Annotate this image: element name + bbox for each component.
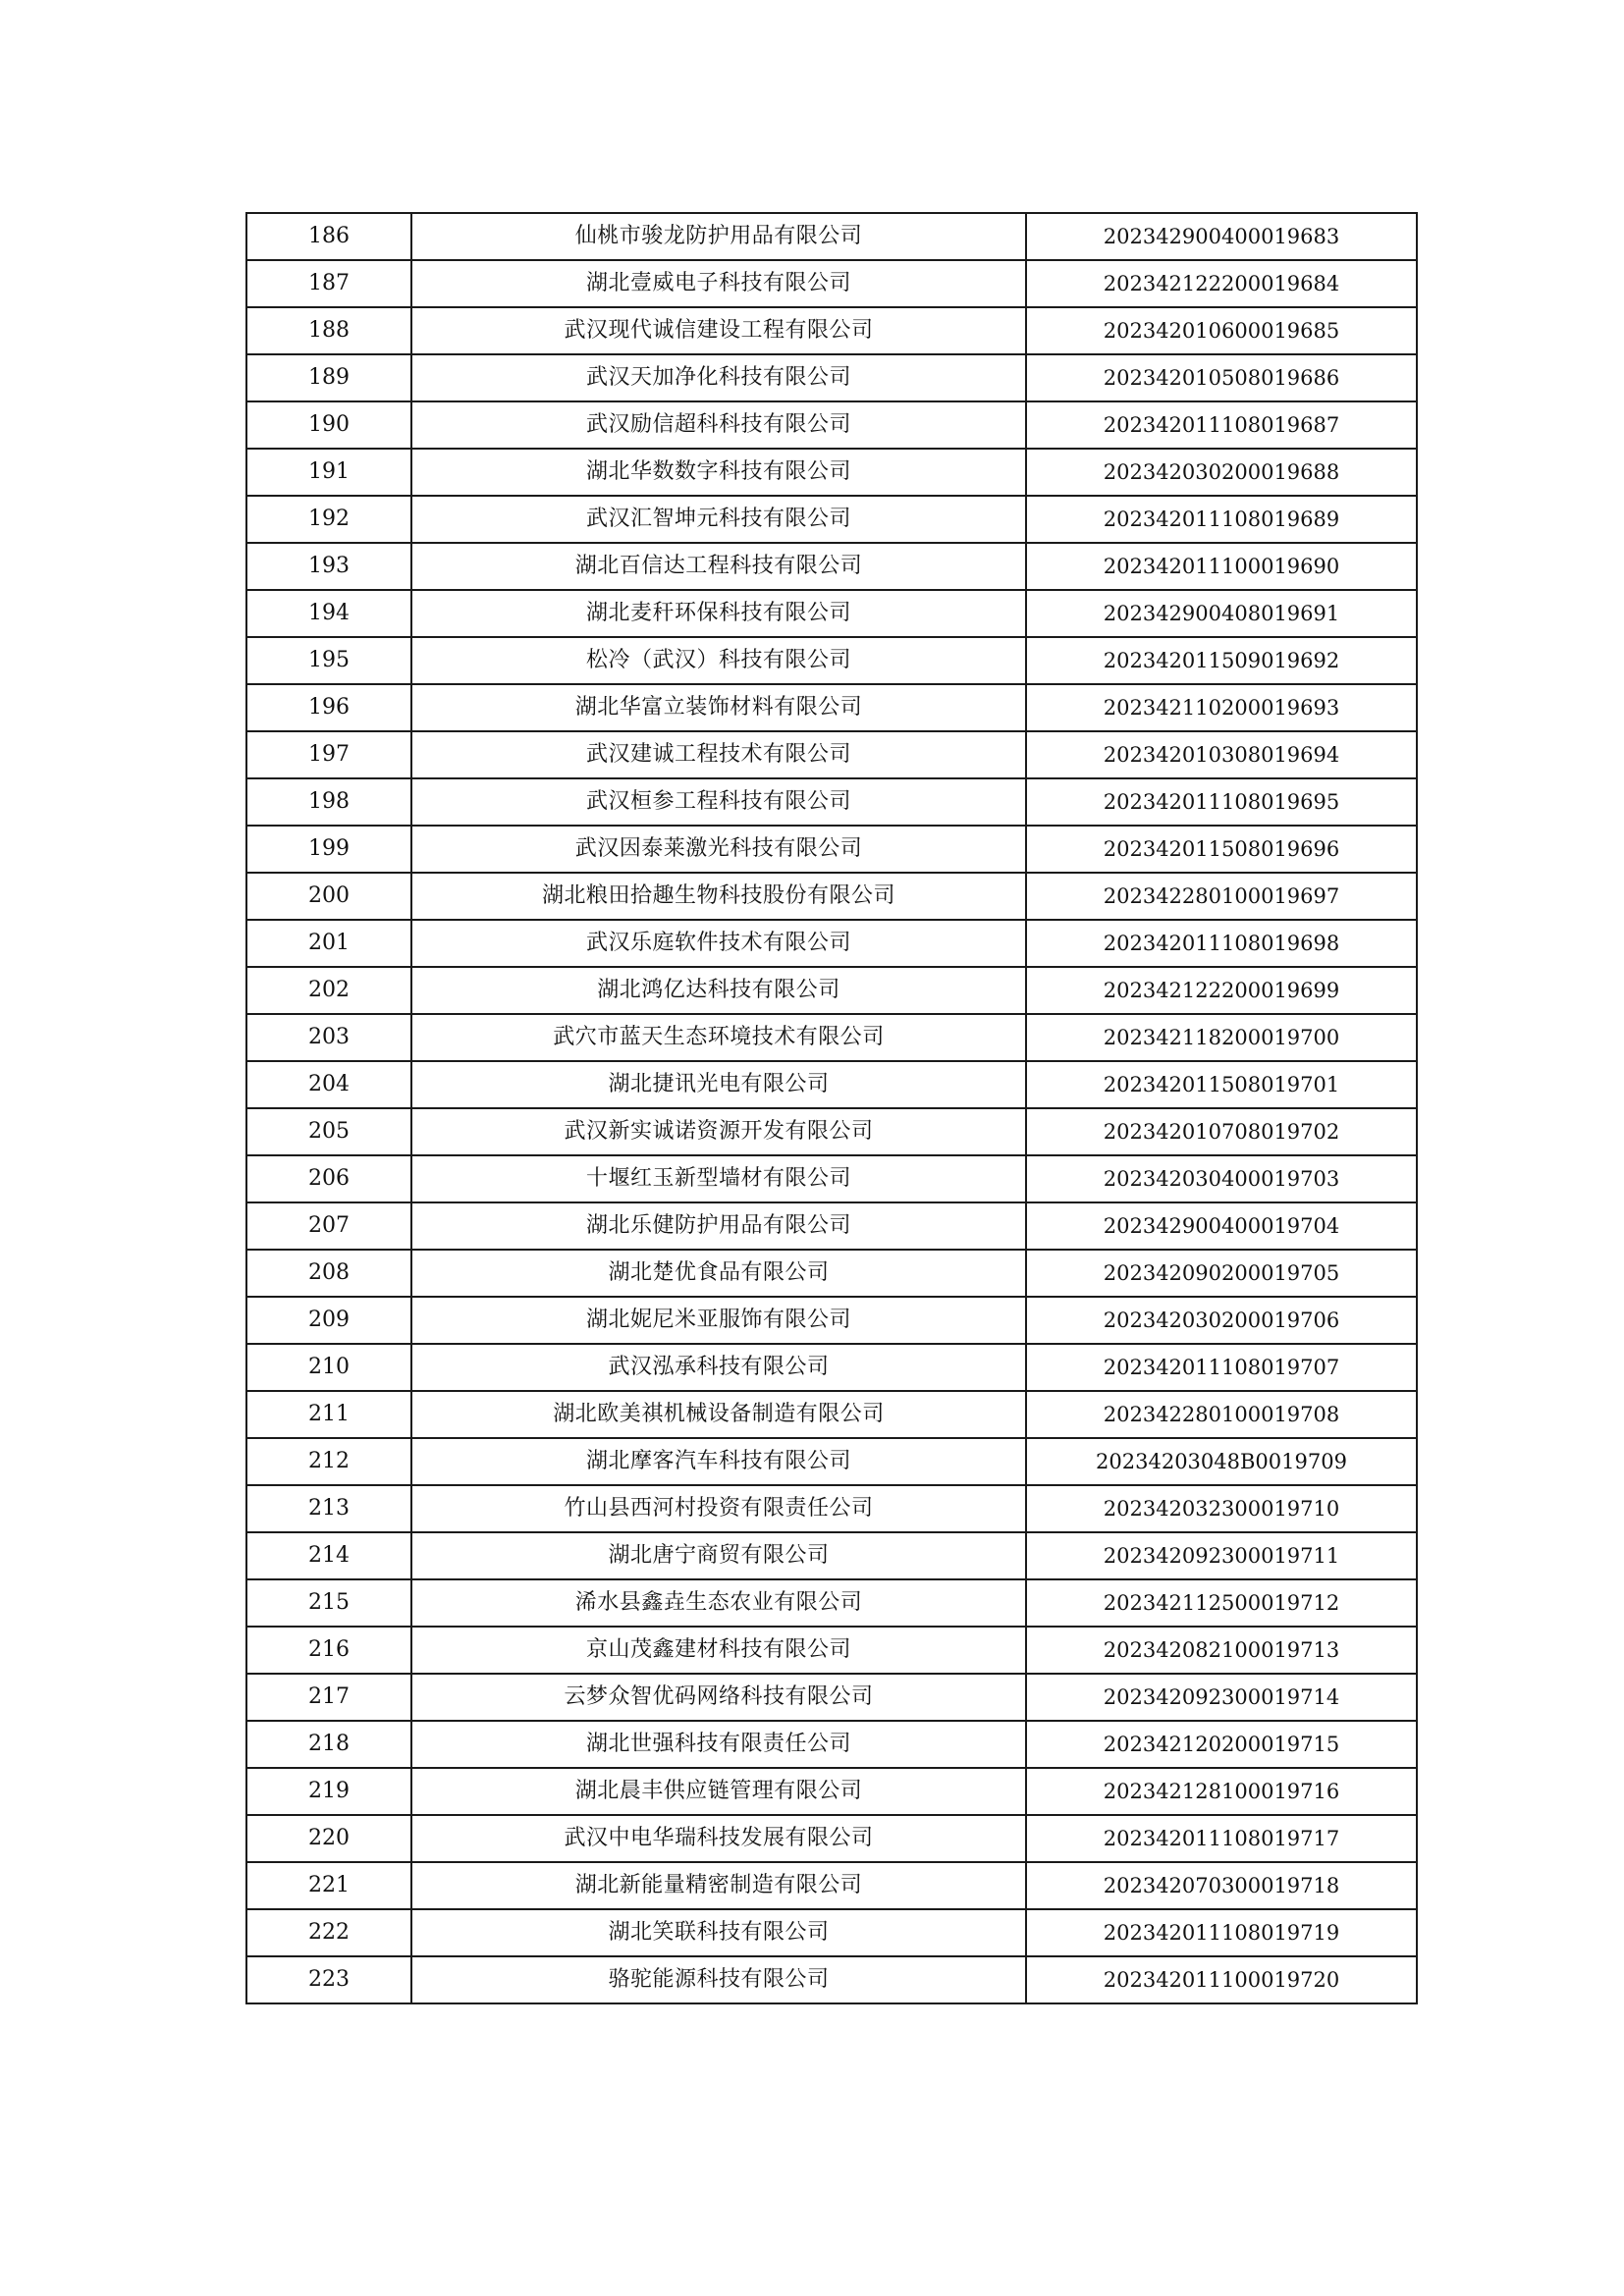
company-name-cell: 湖北欧美祺机械设备制造有限公司 (411, 1391, 1026, 1438)
registration-code-cell: 202342900400019704 (1026, 1202, 1417, 1250)
registration-code-cell: 202342030200019688 (1026, 449, 1417, 496)
company-name-cell: 京山茂鑫建材科技有限公司 (411, 1627, 1026, 1674)
company-name-cell: 武汉天加净化科技有限公司 (411, 354, 1026, 401)
table-row (246, 1768, 1417, 1815)
row-number-cell: 191 (246, 449, 411, 496)
row-number-cell: 201 (246, 920, 411, 967)
row-number-cell: 217 (246, 1674, 411, 1721)
company-name-cell: 湖北鸿亿达科技有限公司 (411, 967, 1026, 1014)
row-number-cell: 220 (246, 1815, 411, 1862)
registration-code-cell: 202342092300019714 (1026, 1674, 1417, 1721)
table-row (246, 496, 1417, 543)
company-name-cell: 武汉乐庭软件技术有限公司 (411, 920, 1026, 967)
row-number-cell: 193 (246, 543, 411, 590)
registration-code-cell: 202342900408019691 (1026, 590, 1417, 637)
table-row (246, 1061, 1417, 1108)
registration-code-cell: 202342900400019683 (1026, 213, 1417, 260)
row-number-cell: 199 (246, 826, 411, 873)
company-name-cell: 仙桃市骏龙防护用品有限公司 (411, 213, 1026, 260)
registration-code-cell: 202342011108019707 (1026, 1344, 1417, 1391)
company-name-cell: 武汉桓参工程科技有限公司 (411, 778, 1026, 826)
table-row (246, 920, 1417, 967)
row-number-cell: 208 (246, 1250, 411, 1297)
company-name-cell: 武汉泓承科技有限公司 (411, 1344, 1026, 1391)
table-row (246, 1532, 1417, 1579)
table-row (246, 1909, 1417, 1956)
table-row (246, 1108, 1417, 1155)
registration-code-cell: 202342112500019712 (1026, 1579, 1417, 1627)
table-row (246, 1297, 1417, 1344)
company-list-table (245, 212, 1418, 2004)
table-row (246, 260, 1417, 307)
company-name-cell: 湖北妮尼米亚服饰有限公司 (411, 1297, 1026, 1344)
table-row (246, 637, 1417, 684)
registration-code-cell: 202342032300019710 (1026, 1485, 1417, 1532)
company-name-cell: 武汉中电华瑞科技发展有限公司 (411, 1815, 1026, 1862)
registration-code-cell: 202342011100019720 (1026, 1956, 1417, 2003)
row-number-cell: 188 (246, 307, 411, 354)
table-row (246, 967, 1417, 1014)
registration-code-cell: 202342120200019715 (1026, 1721, 1417, 1768)
registration-code-cell: 202342011108019689 (1026, 496, 1417, 543)
table-row (246, 354, 1417, 401)
registration-code-cell: 202342128100019716 (1026, 1768, 1417, 1815)
table-row (246, 1579, 1417, 1627)
row-number-cell: 223 (246, 1956, 411, 2003)
row-number-cell: 204 (246, 1061, 411, 1108)
row-number-cell: 214 (246, 1532, 411, 1579)
company-name-cell: 湖北楚优食品有限公司 (411, 1250, 1026, 1297)
company-name-cell: 十堰红玉新型墙材有限公司 (411, 1155, 1026, 1202)
row-number-cell: 205 (246, 1108, 411, 1155)
registration-code-cell: 202342118200019700 (1026, 1014, 1417, 1061)
table-row (246, 1202, 1417, 1250)
table-row (246, 1485, 1417, 1532)
table-row (246, 1862, 1417, 1909)
company-name-cell: 武穴市蓝天生态环境技术有限公司 (411, 1014, 1026, 1061)
company-name-cell: 湖北晨丰供应链管理有限公司 (411, 1768, 1026, 1815)
table-row (246, 1674, 1417, 1721)
company-name-cell: 湖北唐宁商贸有限公司 (411, 1532, 1026, 1579)
table-row (246, 1250, 1417, 1297)
registration-code-cell: 202342280100019697 (1026, 873, 1417, 920)
row-number-cell: 207 (246, 1202, 411, 1250)
table-row (246, 826, 1417, 873)
row-number-cell: 219 (246, 1768, 411, 1815)
registration-code-cell: 202342011100019690 (1026, 543, 1417, 590)
table-row (246, 778, 1417, 826)
row-number-cell: 213 (246, 1485, 411, 1532)
table-row (246, 449, 1417, 496)
row-number-cell: 194 (246, 590, 411, 637)
registration-code-cell: 202342010508019686 (1026, 354, 1417, 401)
registration-code-cell: 202342011108019719 (1026, 1909, 1417, 1956)
registration-code-cell: 202342092300019711 (1026, 1532, 1417, 1579)
company-name-cell: 湖北新能量精密制造有限公司 (411, 1862, 1026, 1909)
row-number-cell: 195 (246, 637, 411, 684)
registration-code-cell: 202342030200019706 (1026, 1297, 1417, 1344)
table-row (246, 1721, 1417, 1768)
company-name-cell: 武汉汇智坤元科技有限公司 (411, 496, 1026, 543)
company-name-cell: 湖北麦秆环保科技有限公司 (411, 590, 1026, 637)
row-number-cell: 222 (246, 1909, 411, 1956)
company-name-cell: 湖北乐健防护用品有限公司 (411, 1202, 1026, 1250)
table-row (246, 1155, 1417, 1202)
row-number-cell: 198 (246, 778, 411, 826)
company-name-cell: 浠水县鑫垚生态农业有限公司 (411, 1579, 1026, 1627)
registration-code-cell: 202342011508019696 (1026, 826, 1417, 873)
registration-code-cell: 202342082100019713 (1026, 1627, 1417, 1674)
company-name-cell: 湖北华富立装饰材料有限公司 (411, 684, 1026, 731)
company-name-cell: 湖北粮田拾趣生物科技股份有限公司 (411, 873, 1026, 920)
company-name-cell: 竹山县西河村投资有限责任公司 (411, 1485, 1026, 1532)
table-row (246, 1956, 1417, 2003)
company-name-cell: 湖北笑联科技有限公司 (411, 1909, 1026, 1956)
registration-code-cell: 202342030400019703 (1026, 1155, 1417, 1202)
table-row (246, 684, 1417, 731)
table-row (246, 1627, 1417, 1674)
row-number-cell: 202 (246, 967, 411, 1014)
company-name-cell: 云梦众智优码网络科技有限公司 (411, 1674, 1026, 1721)
registration-code-cell: 202342110200019693 (1026, 684, 1417, 731)
row-number-cell: 190 (246, 401, 411, 449)
row-number-cell: 212 (246, 1438, 411, 1485)
table-body (246, 213, 1417, 2003)
row-number-cell: 221 (246, 1862, 411, 1909)
table-row (246, 401, 1417, 449)
table-row (246, 1344, 1417, 1391)
company-name-cell: 武汉现代诚信建设工程有限公司 (411, 307, 1026, 354)
company-name-cell: 松冷（武汉）科技有限公司 (411, 637, 1026, 684)
registration-code-cell: 202342011108019698 (1026, 920, 1417, 967)
row-number-cell: 196 (246, 684, 411, 731)
row-number-cell: 189 (246, 354, 411, 401)
company-name-cell: 骆驼能源科技有限公司 (411, 1956, 1026, 2003)
registration-code-cell: 202342122200019699 (1026, 967, 1417, 1014)
company-name-cell: 湖北捷讯光电有限公司 (411, 1061, 1026, 1108)
row-number-cell: 197 (246, 731, 411, 778)
row-number-cell: 200 (246, 873, 411, 920)
table-row (246, 873, 1417, 920)
table-row (246, 307, 1417, 354)
registration-code-cell: 202342011108019687 (1026, 401, 1417, 449)
table-row (246, 1815, 1417, 1862)
row-number-cell: 215 (246, 1579, 411, 1627)
row-number-cell: 187 (246, 260, 411, 307)
table-row (246, 213, 1417, 260)
company-name-cell: 湖北摩客汽车科技有限公司 (411, 1438, 1026, 1485)
company-name-cell: 武汉因泰莱激光科技有限公司 (411, 826, 1026, 873)
table-row (246, 1391, 1417, 1438)
registration-code-cell: 202342070300019718 (1026, 1862, 1417, 1909)
row-number-cell: 211 (246, 1391, 411, 1438)
registration-code-cell: 202342011508019701 (1026, 1061, 1417, 1108)
company-name-cell: 湖北世强科技有限责任公司 (411, 1721, 1026, 1768)
company-name-cell: 湖北华数数字科技有限公司 (411, 449, 1026, 496)
company-name-cell: 武汉建诚工程技术有限公司 (411, 731, 1026, 778)
registration-code-cell: 20234203048B0019709 (1026, 1438, 1417, 1485)
registration-code-cell: 202342122200019684 (1026, 260, 1417, 307)
table-row (246, 590, 1417, 637)
row-number-cell: 192 (246, 496, 411, 543)
table-row (246, 731, 1417, 778)
company-name-cell: 武汉励信超科科技有限公司 (411, 401, 1026, 449)
company-name-cell: 湖北百信达工程科技有限公司 (411, 543, 1026, 590)
company-name-cell: 武汉新实诚诺资源开发有限公司 (411, 1108, 1026, 1155)
row-number-cell: 186 (246, 213, 411, 260)
table-row (246, 543, 1417, 590)
registration-code-cell: 202342011108019717 (1026, 1815, 1417, 1862)
row-number-cell: 203 (246, 1014, 411, 1061)
row-number-cell: 209 (246, 1297, 411, 1344)
row-number-cell: 216 (246, 1627, 411, 1674)
registration-code-cell: 202342010600019685 (1026, 307, 1417, 354)
registration-code-cell: 202342010708019702 (1026, 1108, 1417, 1155)
row-number-cell: 210 (246, 1344, 411, 1391)
table-row (246, 1014, 1417, 1061)
registration-code-cell: 202342010308019694 (1026, 731, 1417, 778)
registration-code-cell: 202342280100019708 (1026, 1391, 1417, 1438)
registration-code-cell: 202342011108019695 (1026, 778, 1417, 826)
registration-code-cell: 202342011509019692 (1026, 637, 1417, 684)
table-row (246, 1438, 1417, 1485)
row-number-cell: 206 (246, 1155, 411, 1202)
company-name-cell: 湖北壹威电子科技有限公司 (411, 260, 1026, 307)
row-number-cell: 218 (246, 1721, 411, 1768)
registration-code-cell: 202342090200019705 (1026, 1250, 1417, 1297)
